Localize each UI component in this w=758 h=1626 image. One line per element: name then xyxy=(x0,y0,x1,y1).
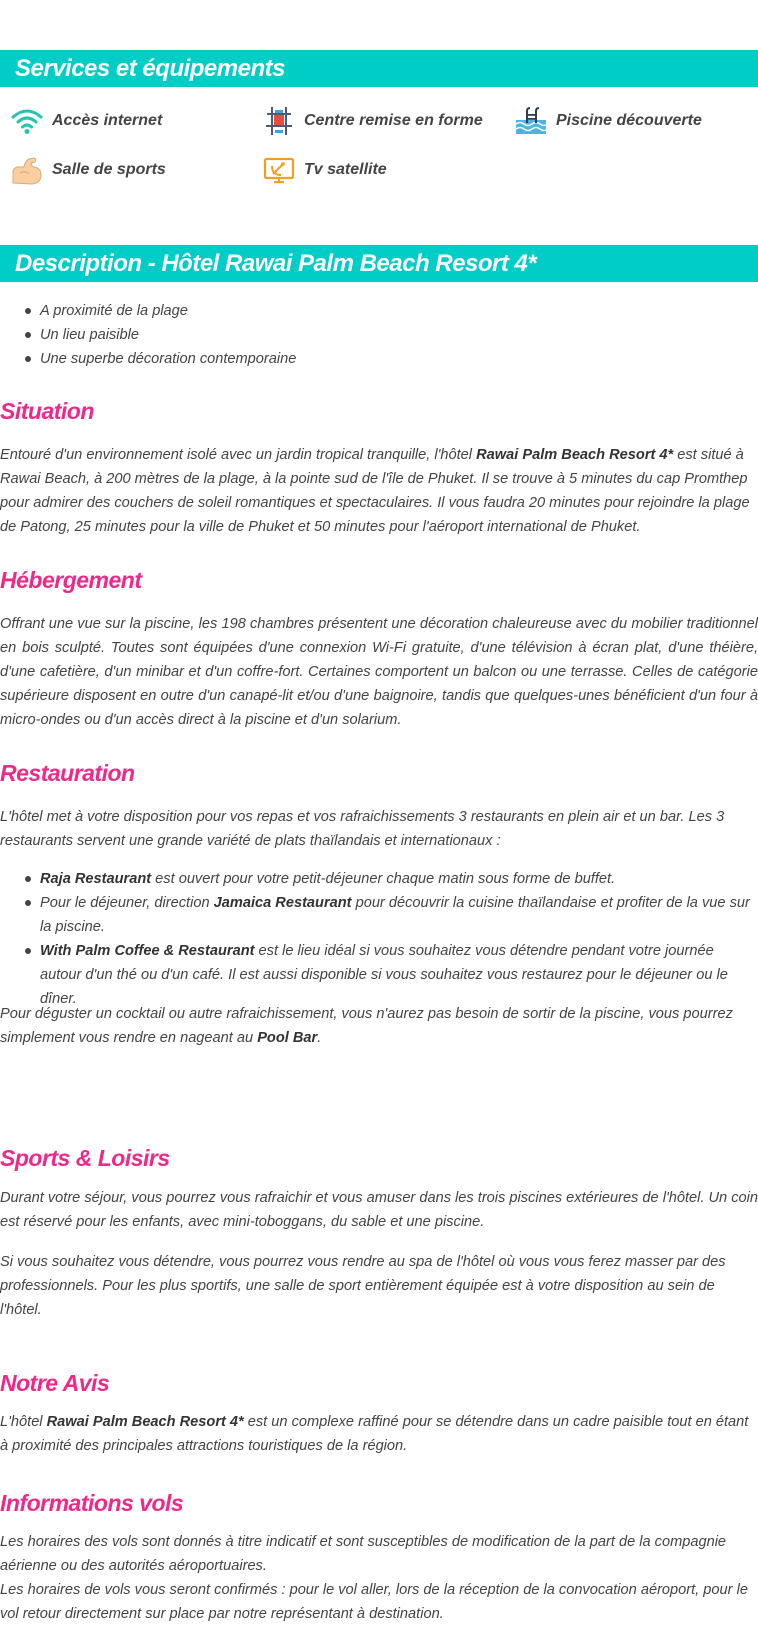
avis-text-end: est un complexe raffiné pour se détendre dans un cadre paisible tout en étant à proximité des principales attractions touristiques de la région. xyxy=(0,1414,749,1454)
pool-bar-name: Pool Bar xyxy=(257,1030,318,1046)
service-internet xyxy=(10,104,162,138)
restaurant-text: est ouvert pour votre petit-déjeuner chaque matin sous forme de buffet. xyxy=(151,871,616,887)
restauration-outro xyxy=(0,1002,758,1050)
service-label: Salle de sports xyxy=(52,161,166,178)
list-item: A proximité de la plage xyxy=(0,299,758,323)
service-label: Piscine découverte xyxy=(556,112,702,129)
service-label: Centre remise en forme xyxy=(304,112,483,129)
description-title: Description - Hôtel Rawai Palm Beach Resort 4* xyxy=(0,245,758,282)
restaurant-name: With Palm Coffee & Restaurant xyxy=(40,943,255,959)
service-gym xyxy=(10,153,166,187)
service-tv xyxy=(262,153,387,187)
restaurant-text: pour découvrir la cuisine thaïlandaise et profiter de la vue sur la piscine. xyxy=(40,895,750,935)
hebergement-text: Offrant une vue sur la piscine, les 198 chambres présentent une décoration chaleureuse avec du mobilier traditionnel en bois sculpté. Toutes sont équipées d'une connexion Wi-Fi gratuite, d'une télévision à écran plat, d'une théière, d'une cafetière, d'un minibar et d'un coffre-fort. Certaines comportent un balcon ou une terrasse. Celles de catégorie supérieure disposent en outre d'un canapé-lit et/ou d'une baignoire, tandis que quelques-unes bénéficient d'un four à micro-ondes ou d'un accès direct à la piscine et d'un solarium. xyxy=(0,616,758,728)
situation-text-start: Entouré d'un environnement isolé avec un jardin tropical tranquille, l'hôtel xyxy=(0,447,477,463)
restaurant-text: est le lieu idéal si vous souhaitez vous détendre pendant votre journée autour d'un thé ou d'un café. Il est aussi disponible si vous souhaitez vous restaurez pour le déjeuner ou le dîner. xyxy=(40,943,728,1007)
fitness-center-icon xyxy=(262,104,296,138)
service-label: Accès internet xyxy=(52,112,163,129)
restaurant-name: Jamaica Restaurant xyxy=(213,895,352,911)
avis-text-start: L'hôtel xyxy=(0,1414,47,1430)
restauration-heading: Restauration xyxy=(0,760,135,786)
list-item: Une superbe décoration contemporaine xyxy=(0,347,758,371)
sports-text-1: Durant votre séjour, vous pourrez vous rafraichir et vous amuser dans les trois piscines extérieures de l'hôtel. Un coin est réservé pour les enfants, avec mini-toboggans, du sable et une piscine. xyxy=(0,1190,758,1230)
restaurant-name: Raja Restaurant xyxy=(40,871,152,887)
avis-heading: Notre Avis xyxy=(0,1370,110,1396)
service-label: Tv satellite xyxy=(304,161,387,178)
satellite-tv-icon xyxy=(262,153,296,187)
hotel-name: Rawai Palm Beach Resort 4* xyxy=(46,1414,244,1430)
wifi-icon xyxy=(10,104,44,138)
list-item xyxy=(0,867,758,891)
restauration-intro: L'hôtel met à votre disposition pour vos repas et vos rafraichissements 3 restaurants en plein air et un bar. Les 3 restaurants servent une grande variété de plats thaïlandais et internationaux : xyxy=(0,809,725,849)
vols-heading: Informations vols xyxy=(0,1490,184,1516)
description-list xyxy=(0,299,758,371)
hotel-name: Rawai Palm Beach Resort 4* xyxy=(476,447,674,463)
pool-icon xyxy=(514,104,548,138)
services-title: Services et équipements xyxy=(0,50,758,87)
list-item: Un lieu paisible xyxy=(0,323,758,347)
restaurant-list xyxy=(0,867,758,1011)
restauration-outro-end: . xyxy=(317,1030,322,1046)
vols-text-2: Les horaires de vols vous seront confirmés : pour le vol aller, lors de la réception de la convocation aéroport, pour le vol retour directement sur place par notre représentant à destination. xyxy=(0,1582,748,1622)
vols-text-1: Les horaires des vols sont donnés à titre indicatif et sont susceptibles de modification de la part de la compagnie aérienne ou des autorités aéroportuaires. xyxy=(0,1534,727,1574)
sports-text-2: Si vous souhaitez vous détendre, vous pourrez vous rendre au spa de l'hôtel où vous vous ferez masser par des professionnels. Pour les plus sportifs, une salle de sport entièrement équipée est à votre disposition au sein de l'hôtel. xyxy=(0,1254,726,1318)
restauration-outro-start: Pour déguster un cocktail ou autre rafraichissement, vous n'aurez pas besoin de sortir de la piscine, vous pourrez simplement vous rendre en nageant au xyxy=(0,1006,733,1046)
hebergement-heading: Hébergement xyxy=(0,567,142,593)
avis-text xyxy=(0,1410,758,1458)
service-pool xyxy=(514,104,702,138)
list-item xyxy=(0,939,758,1011)
restaurant-text: Pour le déjeuner, direction xyxy=(40,895,214,911)
list-item xyxy=(0,891,758,939)
muscle-arm-icon xyxy=(10,153,44,187)
situation-text-end: est situé à Rawai Beach, à 200 mètres de la plage, à la pointe sud de l'île de Phuket. Il se trouve à 5 minutes du cap Promthep pour admirer des couchers de soleil romantiques et spectaculaires. Il vous faudra 20 minutes pour rejoindre la plage de Patong, 25 minutes pour la ville de Phuket et 50 minutes pour l'aéroport international de Phuket. xyxy=(0,447,750,535)
situation-text xyxy=(0,443,758,539)
sports-heading: Sports & Loisirs xyxy=(0,1145,170,1171)
situation-heading: Situation xyxy=(0,398,94,424)
service-fitness xyxy=(262,104,483,138)
